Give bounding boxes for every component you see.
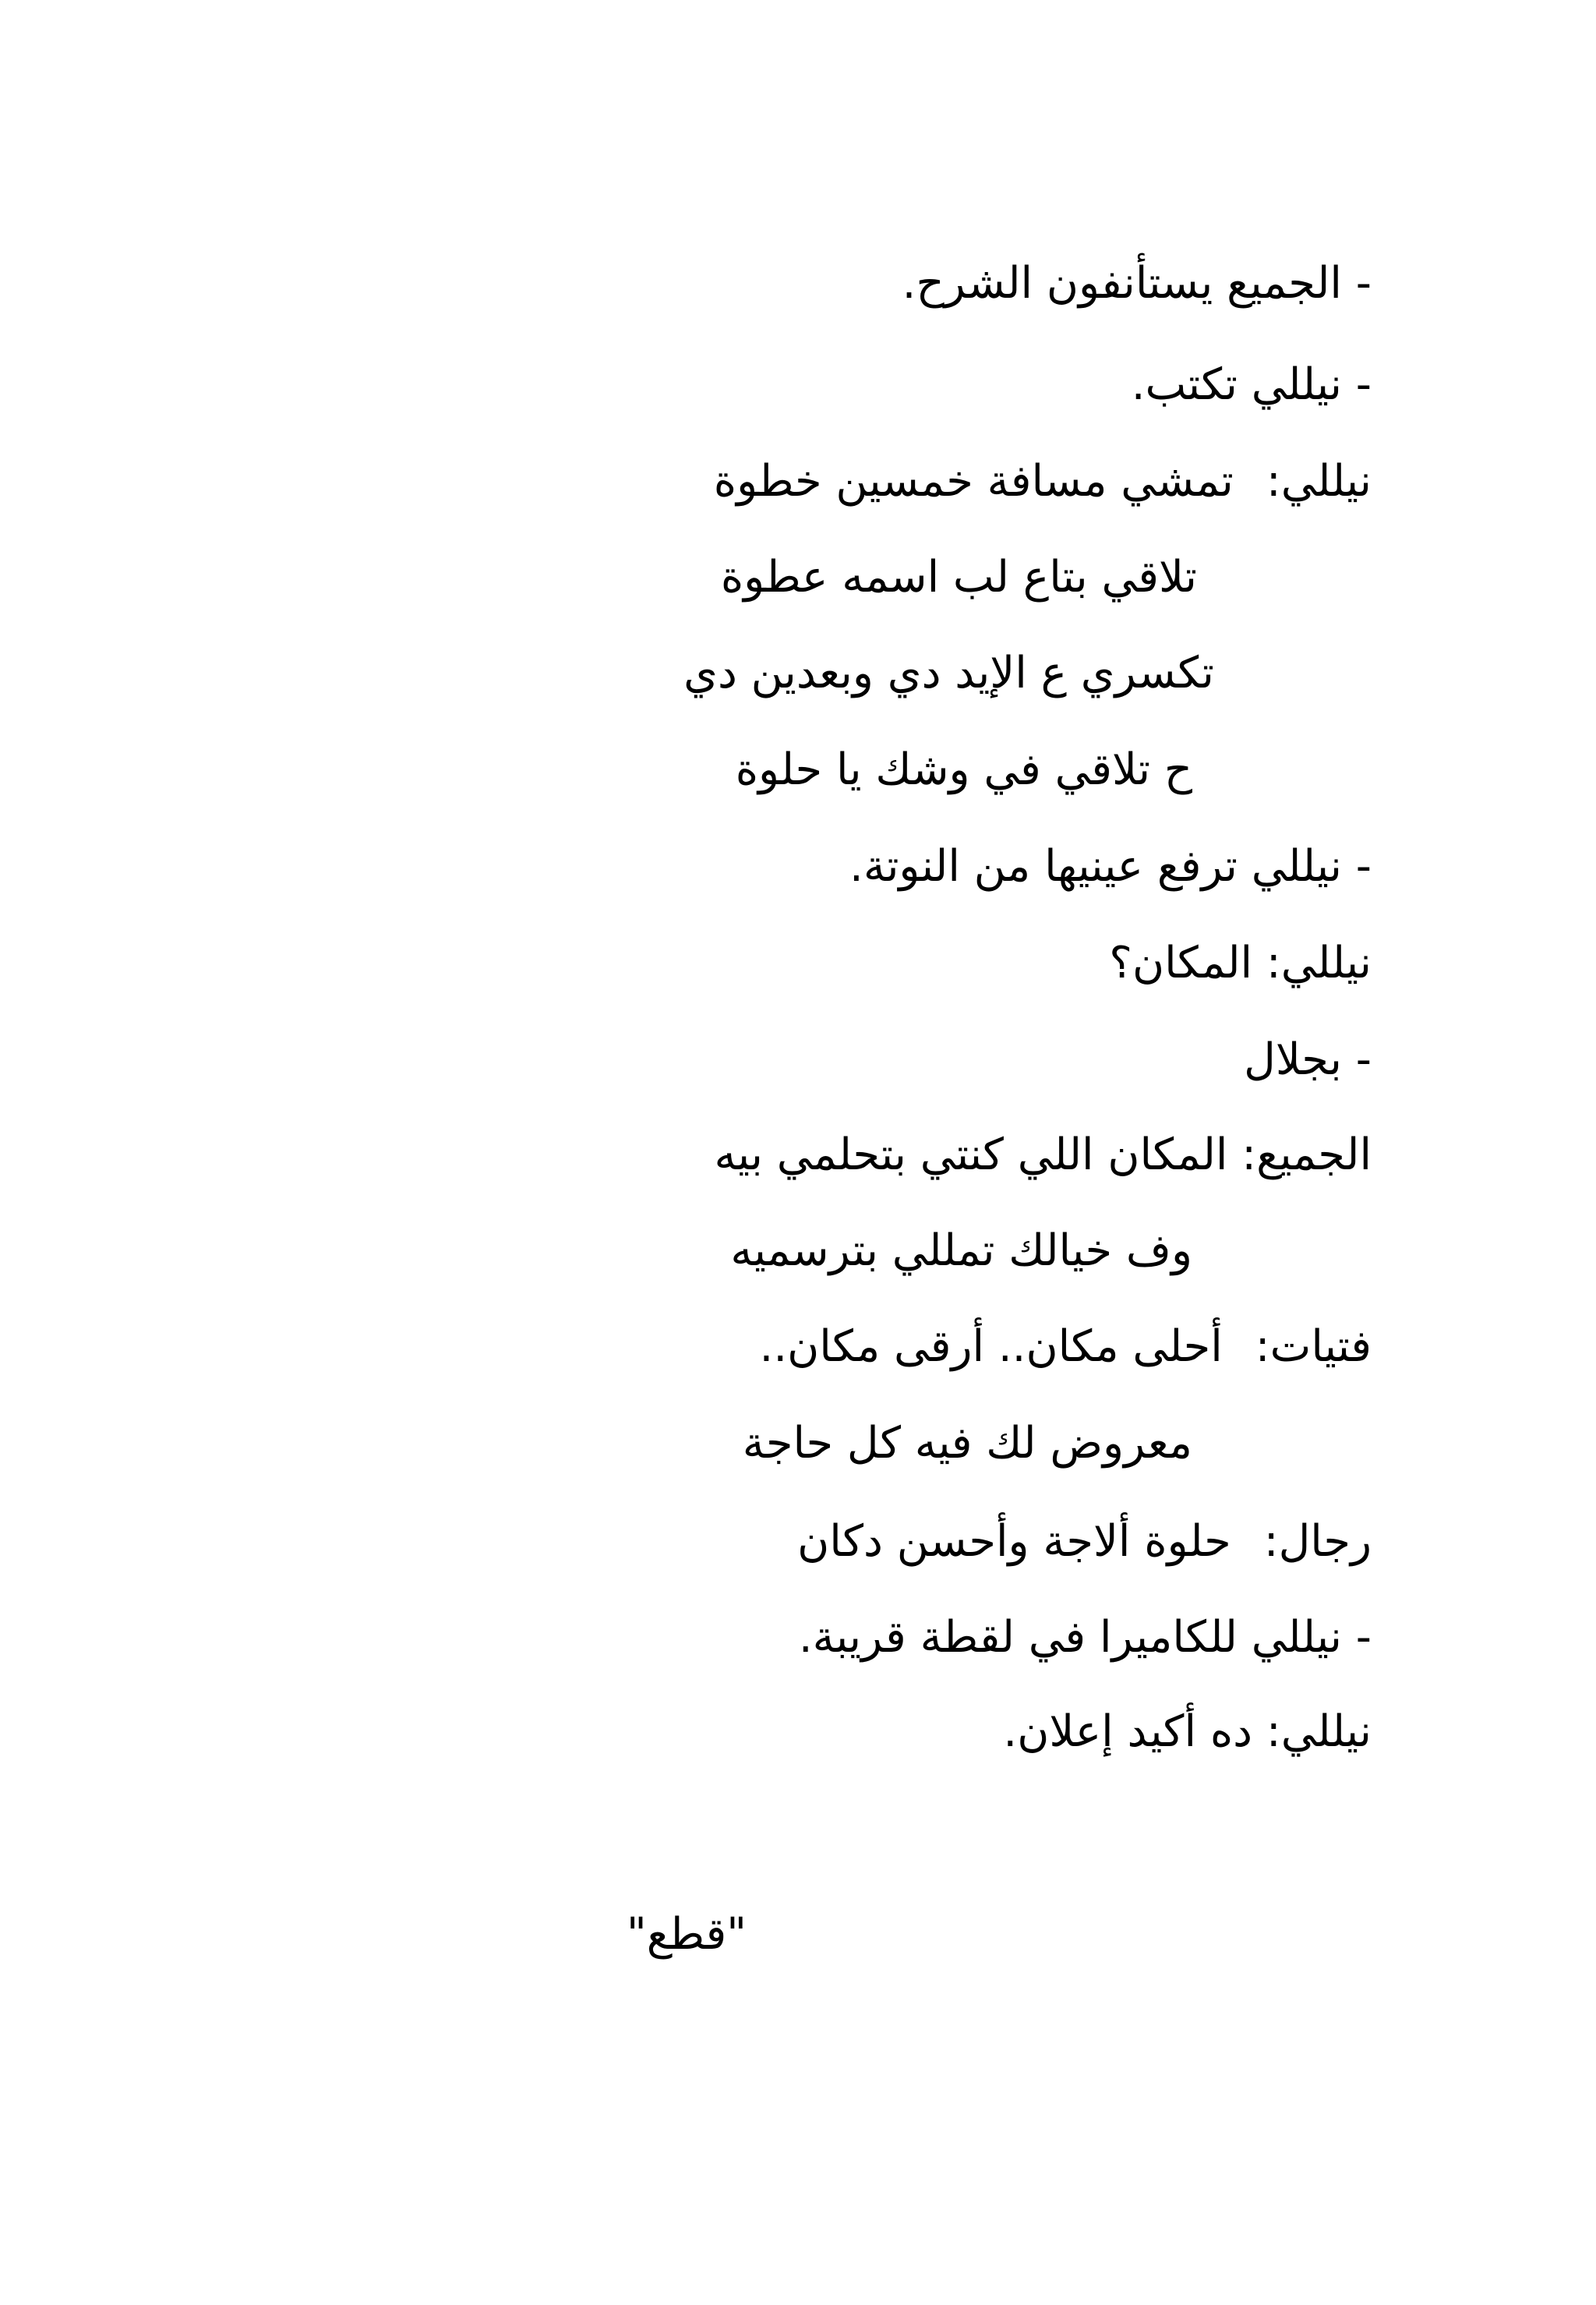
dialogue-line: نيللي: ده أكيد إعلان. — [1003, 1706, 1372, 1757]
verse-line: وف خيالك تمللي بترسميه — [730, 1225, 1192, 1276]
verse-line: ح تلاقي في وشك يا حلوة — [735, 744, 1192, 795]
stage-direction: - بجلال — [1244, 1034, 1372, 1085]
speaker-name: فتيات: — [1255, 1321, 1372, 1372]
speaker-name: رجال: — [1263, 1516, 1372, 1567]
verse-line: تلاقي بتاع لب اسمه عطوة — [720, 552, 1197, 603]
stage-direction: - نيللي للكاميرا في لقطة قريبة. — [798, 1612, 1372, 1663]
verse-text: أحلى مكان.. أرقى مكان.. — [759, 1321, 1223, 1372]
verse-text: حلوة ألاجة وأحسن دكان — [797, 1516, 1231, 1567]
dialogue-line: الجميع: المكان اللي كنتي بتحلمي بيه — [714, 1130, 1372, 1180]
verse-line: تكسري ع الإيد دي وبعدين دي — [683, 648, 1214, 698]
stage-direction: - نيللي تكتب. — [1131, 359, 1372, 410]
verse-text: تمشي مسافة خمسين خطوة — [713, 456, 1234, 507]
stage-direction: - الجميع يستأنفون الشرح. — [902, 258, 1372, 309]
dialogue-line: نيللي: المكان؟ — [1109, 938, 1372, 988]
dialogue-line — [759, 1321, 1372, 1372]
speaker-name: نيللي: — [1266, 456, 1372, 507]
dialogue-line — [713, 456, 1372, 507]
stage-direction: - نيللي ترفع عينيها من النوتة. — [849, 841, 1372, 892]
dialogue-line — [797, 1516, 1372, 1567]
verse-line: معروض لك فيه كل حاجة — [742, 1418, 1192, 1469]
scene-cut-marker: "قطع" — [626, 1909, 747, 1960]
